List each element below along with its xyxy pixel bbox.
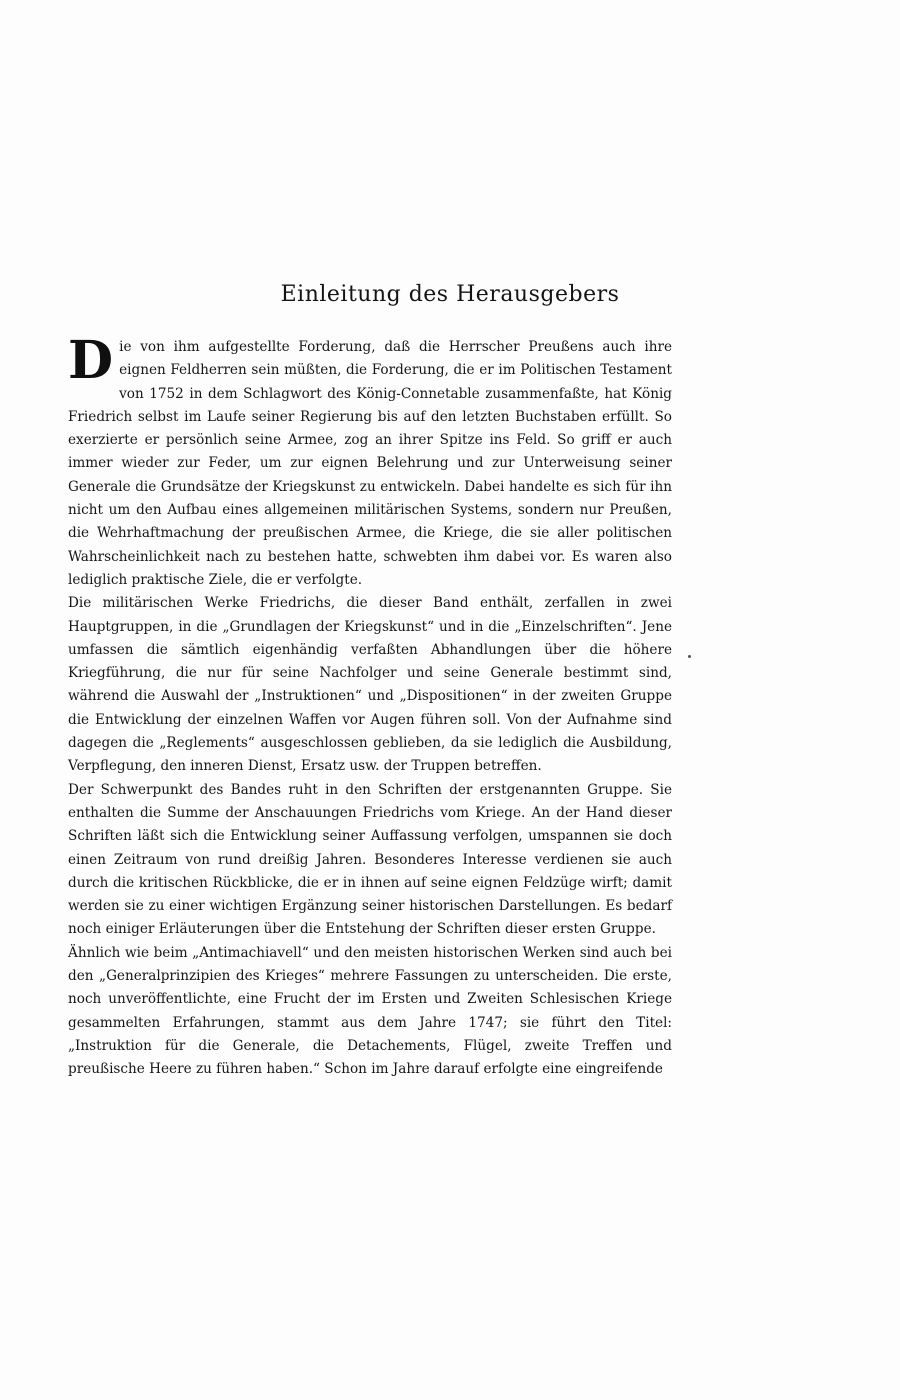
paragraph-4 — [68, 942, 672, 1082]
paragraph-3 — [68, 779, 672, 942]
dropcap-letter: D — [68, 330, 114, 391]
margin-dot — [688, 655, 691, 658]
paragraph-1-text: ie von ihm aufgestellte Forderung, daß die Herrscher Preußens auch ihre eignen Feldherren sein müßten, die Forderung, die er im Politischen Testament von 1752 in dem Schlagwort des König-Connetable zusammenfaßte, hat König Friedrich selbst im Laufe seiner Regierung bis auf den letzten Buchstaben erfüllt. So exerzierte er persönlich seine Armee, zog an ihrer Spitze ins Feld. So griff er auch immer wieder zur Feder, um zur eignen Belehrung und zur Unterweisung seiner Generale die Grundsätze der Kriegskunst zu entwickeln. Dabei handelte es sich für ihn nicht um den Aufbau eines allgemeinen militärischen Systems, sondern nur Preußen, die Wehrhaftmachung der preußischen Armee, die Kriege, die sie aller politischen Wahrscheinlichkeit nach zu bestehen hatte, schwebten ihm dabei vor. Es waren also lediglich praktische Ziele, die er verfolgte. — [68, 339, 672, 588]
paragraph-4-text: Ähnlich wie beim „Antimachiavell“ und den meisten historischen Werken sind auch bei den „Generalprinzipien des Krieges“ mehrere Fassungen zu unterscheiden. Die erste, noch unveröffentlichte, eine Frucht der im Ersten und Zweiten Schlesischen Kriege gesammelten Erfahrungen, stammt aus dem Jahre 1747; sie führt den Titel: „Instruktion für die Generale, die Detachements, Flügel, zweite Treffen und preußische Heere zu führen haben.“ Schon im Jahre darauf erfolgte eine eingreifende — [68, 944, 672, 1078]
paragraph-2-text: Die militärischen Werke Friedrichs, die dieser Band enthält, zerfallen in zwei Hauptgruppen, in die „Grundlagen der Kriegskunst“ und in die „Einzelschriften“. Jene umfassen die sämtlich eigenhändig verfaßten Abhandlungen über die höhere Kriegführung, die nur für seine Nachfolger und seine Generale bestimmt sind, während die Auswahl der „Instruktionen“ und „Dispositionen“ in der zweiten Gruppe die Entwicklung der einzelnen Waffen vor Augen führen soll. Von der Aufnahme sind dagegen die „Reglements“ ausgeschlossen geblieben, da sie lediglich die Ausbildung, Verpflegung, den inneren Dienst, Ersatz usw. der Truppen betreffen. — [68, 595, 672, 775]
paragraph-3-text: Der Schwerpunkt des Bandes ruht in den Schriften der erstgenannten Gruppe. Sie enthalten die Summe der Anschauungen Friedrichs vom Kriege. An der Hand dieser Schriften läßt sich die Entwicklung seiner Auffassung verfolgen, umspannen sie doch einen Zeitraum von rund dreißig Jahren. Besonderes Interesse verdienen sie auch durch die kritischen Rückblicke, die er in ihnen auf seine eignen Feldzüge wirft; damit werden sie zu einer wichtigen Ergänzung seiner historischen Darstellungen. Es bedarf noch einiger Erläuterungen über die Entstehung der Schriften dieser ersten Gruppe. — [68, 781, 672, 938]
paragraph-1 — [68, 330, 672, 592]
paragraph-2 — [68, 592, 672, 778]
page-title: Einleitung des Herausgebers — [280, 282, 620, 307]
body-text — [68, 330, 672, 1082]
